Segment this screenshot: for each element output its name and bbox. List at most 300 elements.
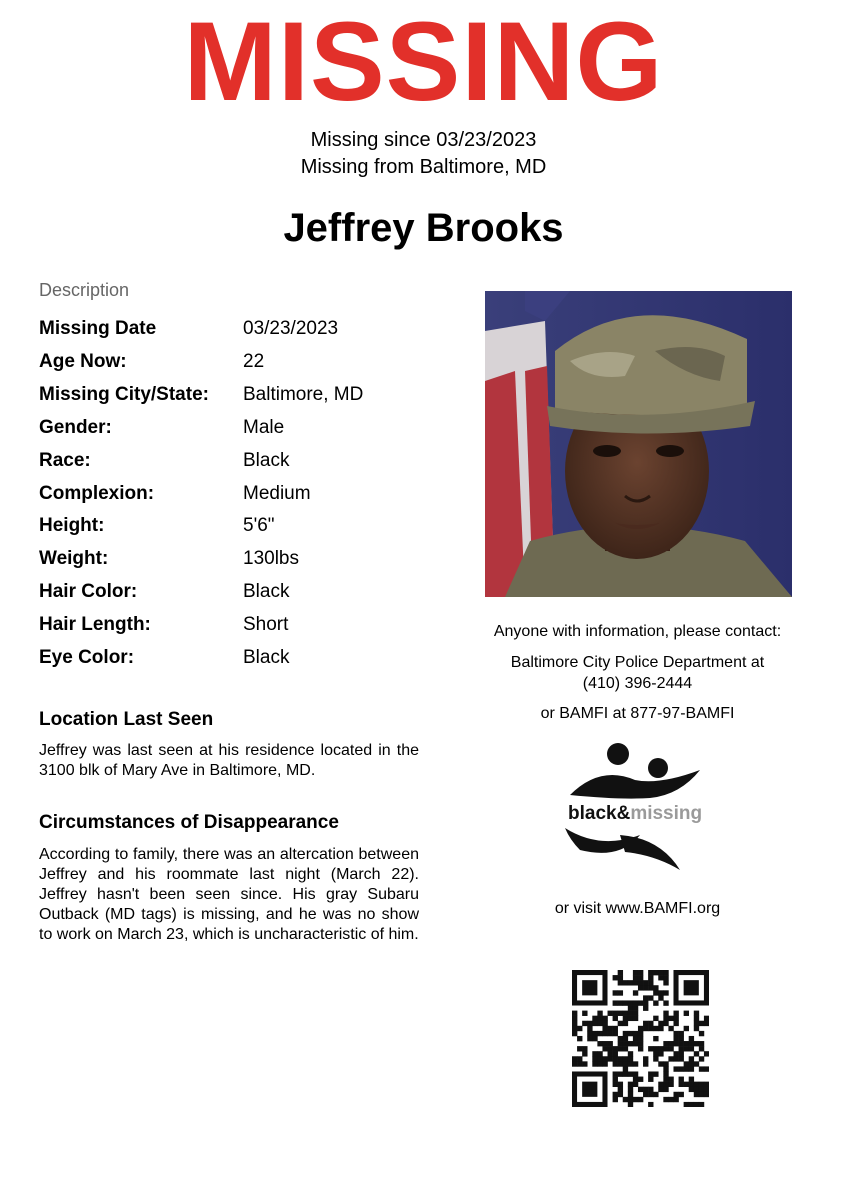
- qr-module: [638, 1077, 643, 1082]
- qr-module: [704, 1051, 709, 1056]
- qr-module: [658, 1087, 663, 1092]
- qr-module: [638, 985, 643, 990]
- qr-module: [633, 1097, 638, 1102]
- qr-module: [618, 1036, 623, 1041]
- qr-module: [608, 1051, 613, 1056]
- qr-module: [623, 1011, 628, 1016]
- field-label: Missing City/State:: [39, 384, 209, 405]
- field-value: Black: [243, 647, 290, 668]
- qr-module: [592, 1031, 597, 1036]
- qr-module: [628, 1000, 633, 1005]
- qr-module: [704, 1021, 709, 1026]
- qr-module: [679, 1046, 684, 1051]
- qr-module: [668, 1056, 673, 1061]
- qr-module: [613, 1077, 618, 1082]
- qr-code-graphic: [572, 970, 709, 1107]
- qr-module: [618, 990, 623, 995]
- qr-module: [679, 1031, 684, 1036]
- logo-text-black: black&: [568, 803, 631, 824]
- field-label: Eye Color:: [39, 647, 135, 668]
- qr-module: [679, 1077, 684, 1082]
- qr-module: [638, 970, 643, 975]
- qr-module: [613, 1031, 618, 1036]
- qr-module: [638, 1087, 643, 1092]
- qr-module: [628, 1051, 633, 1056]
- qr-module: [582, 980, 597, 995]
- qr-module: [653, 1092, 658, 1097]
- qr-module: [577, 1026, 582, 1031]
- qr-module: [699, 1056, 704, 1061]
- qr-module: [694, 1051, 699, 1056]
- qr-module: [618, 980, 623, 985]
- qr-module: [602, 1041, 607, 1046]
- qr-module: [602, 1061, 607, 1066]
- field-value: 130lbs: [243, 548, 299, 569]
- qr-module: [658, 1021, 663, 1026]
- qr-module: [608, 1011, 613, 1016]
- qr-module: [572, 1021, 577, 1026]
- qr-module: [608, 1041, 613, 1046]
- qr-module: [694, 1016, 699, 1021]
- qr-module: [663, 990, 668, 995]
- field-eye-color: [39, 645, 459, 671]
- qr-module: [592, 1056, 597, 1061]
- qr-module: [613, 1016, 618, 1021]
- qr-module: [653, 1046, 658, 1051]
- qr-module: [668, 1097, 673, 1102]
- qr-module: [648, 1077, 653, 1082]
- qr-module: [658, 990, 663, 995]
- qr-module: [704, 1066, 709, 1071]
- field-value: Medium: [243, 483, 311, 504]
- field-hair-length: [39, 612, 459, 638]
- qr-module: [648, 1087, 653, 1092]
- qr-module: [618, 1092, 623, 1097]
- qr-module: [577, 1056, 582, 1061]
- contact-visit: or visit www.BAMFI.org: [554, 900, 721, 917]
- qr-module: [653, 985, 658, 990]
- qr-module: [684, 1041, 689, 1046]
- qr-module: [638, 980, 643, 985]
- qr-module: [618, 1061, 623, 1066]
- qr-module: [597, 1011, 602, 1016]
- qr-module: [663, 1000, 668, 1005]
- qr-module: [633, 1041, 638, 1046]
- qr-module: [663, 970, 668, 975]
- qr-module: [623, 1071, 628, 1076]
- qr-module: [648, 1026, 653, 1031]
- qr-module: [663, 1041, 668, 1046]
- qr-module: [699, 1092, 704, 1097]
- qr-module: [618, 1082, 623, 1087]
- qr-module: [694, 1041, 699, 1046]
- qr-module: [694, 1021, 699, 1026]
- qr-module: [618, 1046, 623, 1051]
- qr-module: [633, 980, 638, 985]
- qr-module: [689, 1066, 694, 1071]
- qr-module: [643, 1006, 648, 1011]
- field-race: [39, 448, 459, 474]
- qr-module: [689, 1056, 694, 1061]
- qr-code[interactable]: [572, 970, 709, 1107]
- qr-module: [613, 1097, 618, 1102]
- qr-module: [613, 990, 618, 995]
- qr-module: [653, 1051, 658, 1056]
- qr-module: [679, 1082, 684, 1087]
- qr-module: [613, 1061, 618, 1066]
- qr-module: [694, 1082, 699, 1087]
- qr-module: [679, 1056, 684, 1061]
- qr-module: [613, 1092, 618, 1097]
- qr-module: [577, 1036, 582, 1041]
- qr-module: [572, 1026, 577, 1031]
- field-weight: [39, 546, 459, 572]
- qr-module: [638, 1036, 643, 1041]
- qr-module: [643, 1021, 648, 1026]
- contact-agency-phone: (410) 396-2444: [582, 675, 693, 692]
- qr-module: [618, 1000, 623, 1005]
- qr-module: [658, 995, 663, 1000]
- qr-module: [613, 1011, 618, 1016]
- qr-module: [648, 1021, 653, 1026]
- qr-module: [633, 1071, 638, 1076]
- qr-module: [592, 1021, 597, 1026]
- field-value: Black: [243, 581, 290, 602]
- qr-module: [658, 975, 663, 980]
- qr-module: [613, 1071, 618, 1076]
- field-value: 03/23/2023: [243, 318, 339, 339]
- qr-module: [663, 1046, 668, 1051]
- qr-module: [684, 1066, 689, 1071]
- person-photo: [485, 291, 792, 597]
- qr-module: [613, 1026, 618, 1031]
- qr-module: [668, 1016, 673, 1021]
- qr-module: [623, 1036, 628, 1041]
- qr-module: [648, 980, 653, 985]
- qr-module: [673, 1066, 678, 1071]
- qr-module: [663, 1061, 668, 1066]
- qr-module: [597, 1031, 602, 1036]
- qr-module: [633, 1016, 638, 1021]
- field-complexion: [39, 481, 459, 507]
- qr-module: [704, 1087, 709, 1092]
- qr-module: [663, 1087, 668, 1092]
- qr-module: [638, 1097, 643, 1102]
- qr-module: [648, 1092, 653, 1097]
- qr-module: [582, 1021, 587, 1026]
- qr-module: [638, 1000, 643, 1005]
- location-text: Jeffrey was last seen at his residence located in the 3100 blk of Mary Ave in Baltimore, MD.: [39, 742, 419, 779]
- qr-module: [623, 980, 628, 985]
- qr-module: [643, 1061, 648, 1066]
- field-label: Race:: [39, 450, 91, 471]
- qr-module: [613, 1082, 618, 1087]
- qr-module: [694, 1102, 699, 1107]
- qr-module: [643, 995, 648, 1000]
- qr-module: [663, 1011, 668, 1016]
- qr-module: [648, 1071, 653, 1076]
- qr-module: [608, 1056, 613, 1061]
- qr-module: [638, 1041, 643, 1046]
- qr-module: [608, 1026, 613, 1031]
- qr-module: [689, 1082, 694, 1087]
- qr-module: [648, 995, 653, 1000]
- field-missing-date: [39, 316, 459, 342]
- qr-module: [668, 1082, 673, 1087]
- qr-module: [673, 1021, 678, 1026]
- qr-module: [618, 970, 623, 975]
- qr-module: [663, 1082, 668, 1087]
- qr-module: [699, 1102, 704, 1107]
- logo-text-grey: missing: [630, 803, 703, 824]
- svg-text:black&missing: [568, 803, 702, 824]
- qr-module: [684, 1011, 689, 1016]
- qr-module: [689, 1046, 694, 1051]
- qr-module: [628, 1061, 633, 1066]
- qr-module: [704, 1082, 709, 1087]
- qr-module: [653, 1036, 658, 1041]
- qr-module: [673, 1036, 678, 1041]
- qr-module: [638, 1026, 643, 1031]
- qr-module: [694, 1026, 699, 1031]
- field-label: Weight:: [39, 548, 109, 569]
- qr-module: [643, 1026, 648, 1031]
- qr-module: [689, 1102, 694, 1107]
- qr-module: [602, 1046, 607, 1051]
- qr-module: [689, 1041, 694, 1046]
- qr-module: [694, 1061, 699, 1066]
- qr-module: [613, 975, 618, 980]
- qr-module: [663, 1021, 668, 1026]
- qr-module: [572, 1016, 577, 1021]
- qr-module: [658, 1026, 663, 1031]
- field-value: 22: [243, 351, 265, 372]
- qr-module: [679, 1051, 684, 1056]
- qr-module: [597, 1056, 602, 1061]
- qr-module: [597, 1021, 602, 1026]
- qr-module: [673, 1011, 678, 1016]
- circumstances-heading: Circumstances of Disappearance: [39, 812, 339, 833]
- qr-module: [628, 1082, 633, 1087]
- qr-module: [608, 1046, 613, 1051]
- qr-module: [663, 1071, 668, 1076]
- qr-module: [628, 1097, 633, 1102]
- qr-module: [689, 1087, 694, 1092]
- qr-module: [618, 975, 623, 980]
- qr-module: [648, 970, 653, 975]
- qr-module: [694, 1092, 699, 1097]
- qr-module: [673, 1016, 678, 1021]
- qr-module: [658, 1061, 663, 1066]
- qr-module: [587, 1031, 592, 1036]
- qr-module: [658, 1082, 663, 1087]
- qr-module: [602, 1026, 607, 1031]
- qr-module: [633, 1077, 638, 1082]
- field-label: Height:: [39, 515, 105, 536]
- qr-module: [689, 1061, 694, 1066]
- qr-module: [623, 1066, 628, 1071]
- qr-module: [592, 1016, 597, 1021]
- qr-module: [673, 1097, 678, 1102]
- portrait-illustration: [485, 291, 792, 597]
- qr-module: [668, 1041, 673, 1046]
- missing-headline: MISSING: [183, 0, 664, 124]
- qr-module: [648, 985, 653, 990]
- qr-module: [628, 1071, 633, 1076]
- qr-module: [643, 1000, 648, 1005]
- qr-module: [572, 1056, 577, 1061]
- qr-module: [623, 1031, 628, 1036]
- qr-module: [699, 1046, 704, 1051]
- qr-module: [699, 1021, 704, 1026]
- qr-module: [582, 1051, 587, 1056]
- qr-module: [582, 1082, 597, 1097]
- qr-module: [699, 1066, 704, 1071]
- qr-module: [628, 1031, 633, 1036]
- qr-module: [628, 1102, 633, 1107]
- qr-module: [643, 1087, 648, 1092]
- qr-module: [618, 1041, 623, 1046]
- field-gender: [39, 415, 459, 441]
- qr-module: [623, 1041, 628, 1046]
- field-value: Male: [243, 417, 285, 438]
- qr-module: [633, 970, 638, 975]
- qr-module: [633, 990, 638, 995]
- qr-module: [668, 1077, 673, 1082]
- qr-module: [597, 1061, 602, 1066]
- field-value: Short: [243, 614, 289, 635]
- qr-module: [572, 1031, 577, 1036]
- qr-module: [663, 975, 668, 980]
- qr-module: [673, 1092, 678, 1097]
- field-label: Age Now:: [39, 351, 127, 372]
- qr-module: [608, 1031, 613, 1036]
- qr-module: [628, 1006, 633, 1011]
- qr-module: [673, 1041, 678, 1046]
- qr-module: [643, 980, 648, 985]
- bamfi-logo-graphic: [560, 740, 710, 875]
- qr-module: [618, 1071, 623, 1076]
- qr-module: [633, 1006, 638, 1011]
- qr-module: [618, 1056, 623, 1061]
- qr-module: [653, 1071, 658, 1076]
- qr-module: [602, 1031, 607, 1036]
- qr-module: [628, 1056, 633, 1061]
- field-value: Baltimore, MD: [243, 384, 364, 405]
- qr-module: [653, 970, 658, 975]
- field-missing-city-state: [39, 382, 459, 408]
- qr-module: [643, 1056, 648, 1061]
- contact-bamfi: or BAMFI at 877-97-BAMFI: [540, 705, 735, 722]
- contact-intro: Anyone with information, please contact:: [493, 623, 782, 640]
- qr-module: [653, 1056, 658, 1061]
- missing-from-text: Missing from Baltimore, MD: [300, 156, 547, 178]
- field-height: [39, 513, 459, 539]
- qr-module: [689, 1077, 694, 1082]
- qr-module: [613, 1051, 618, 1056]
- field-label: Gender:: [39, 417, 112, 438]
- qr-module: [694, 1011, 699, 1016]
- qr-module: [577, 1046, 582, 1051]
- qr-module: [673, 1031, 678, 1036]
- qr-module: [623, 1000, 628, 1005]
- qr-module: [623, 1016, 628, 1021]
- qr-module: [628, 1087, 633, 1092]
- person-name: Jeffrey Brooks: [283, 206, 564, 250]
- field-label: Missing Date: [39, 318, 157, 339]
- qr-module: [572, 1011, 577, 1016]
- qr-module: [673, 1056, 678, 1061]
- qr-module: [679, 1092, 684, 1097]
- qr-module: [684, 980, 699, 995]
- qr-module: [623, 1097, 628, 1102]
- qr-module: [699, 1031, 704, 1036]
- qr-module: [653, 1026, 658, 1031]
- contact-agency: Baltimore City Police Department at: [510, 654, 765, 671]
- field-hair-color: [39, 579, 459, 605]
- qr-module: [673, 1051, 678, 1056]
- qr-module: [699, 1041, 704, 1046]
- qr-module: [602, 1016, 607, 1021]
- qr-module: [628, 980, 633, 985]
- field-age-now: [39, 349, 459, 375]
- qr-module: [613, 1046, 618, 1051]
- qr-module: [638, 1046, 643, 1051]
- qr-module: [618, 1011, 623, 1016]
- missing-since-text: Missing since 03/23/2023: [310, 129, 537, 151]
- qr-module: [628, 1041, 633, 1046]
- field-value: 5'6": [243, 515, 275, 536]
- qr-module: [628, 1092, 633, 1097]
- qr-module: [633, 1011, 638, 1016]
- qr-module: [694, 1087, 699, 1092]
- qr-module: [628, 1011, 633, 1016]
- qr-module: [582, 1061, 587, 1066]
- qr-module: [613, 1056, 618, 1061]
- qr-module: [623, 1046, 628, 1051]
- qr-module: [679, 1066, 684, 1071]
- field-label: Hair Length:: [39, 614, 151, 635]
- qr-module: [704, 1092, 709, 1097]
- qr-module: [648, 1046, 653, 1051]
- qr-module: [587, 1036, 592, 1041]
- qr-module: [653, 1000, 658, 1005]
- qr-module: [668, 1026, 673, 1031]
- qr-module: [643, 1092, 648, 1097]
- qr-module: [592, 1061, 597, 1066]
- qr-module: [658, 1046, 663, 1051]
- qr-module: [689, 1036, 694, 1041]
- qr-module: [633, 1000, 638, 1005]
- bamfi-logo: [560, 740, 710, 875]
- qr-module: [648, 1102, 653, 1107]
- qr-module: [668, 1046, 673, 1051]
- qr-module: [587, 1021, 592, 1026]
- qr-module: [592, 1051, 597, 1056]
- qr-module: [633, 1036, 638, 1041]
- qr-module: [633, 1082, 638, 1087]
- qr-module: [618, 1021, 623, 1026]
- field-label: Hair Color:: [39, 581, 138, 602]
- qr-module: [628, 1016, 633, 1021]
- qr-module: [663, 1097, 668, 1102]
- qr-module: [582, 1011, 587, 1016]
- qr-module: [704, 1016, 709, 1021]
- qr-module: [633, 1031, 638, 1036]
- qr-module: [679, 1041, 684, 1046]
- qr-module: [613, 1000, 618, 1005]
- qr-module: [582, 1046, 587, 1051]
